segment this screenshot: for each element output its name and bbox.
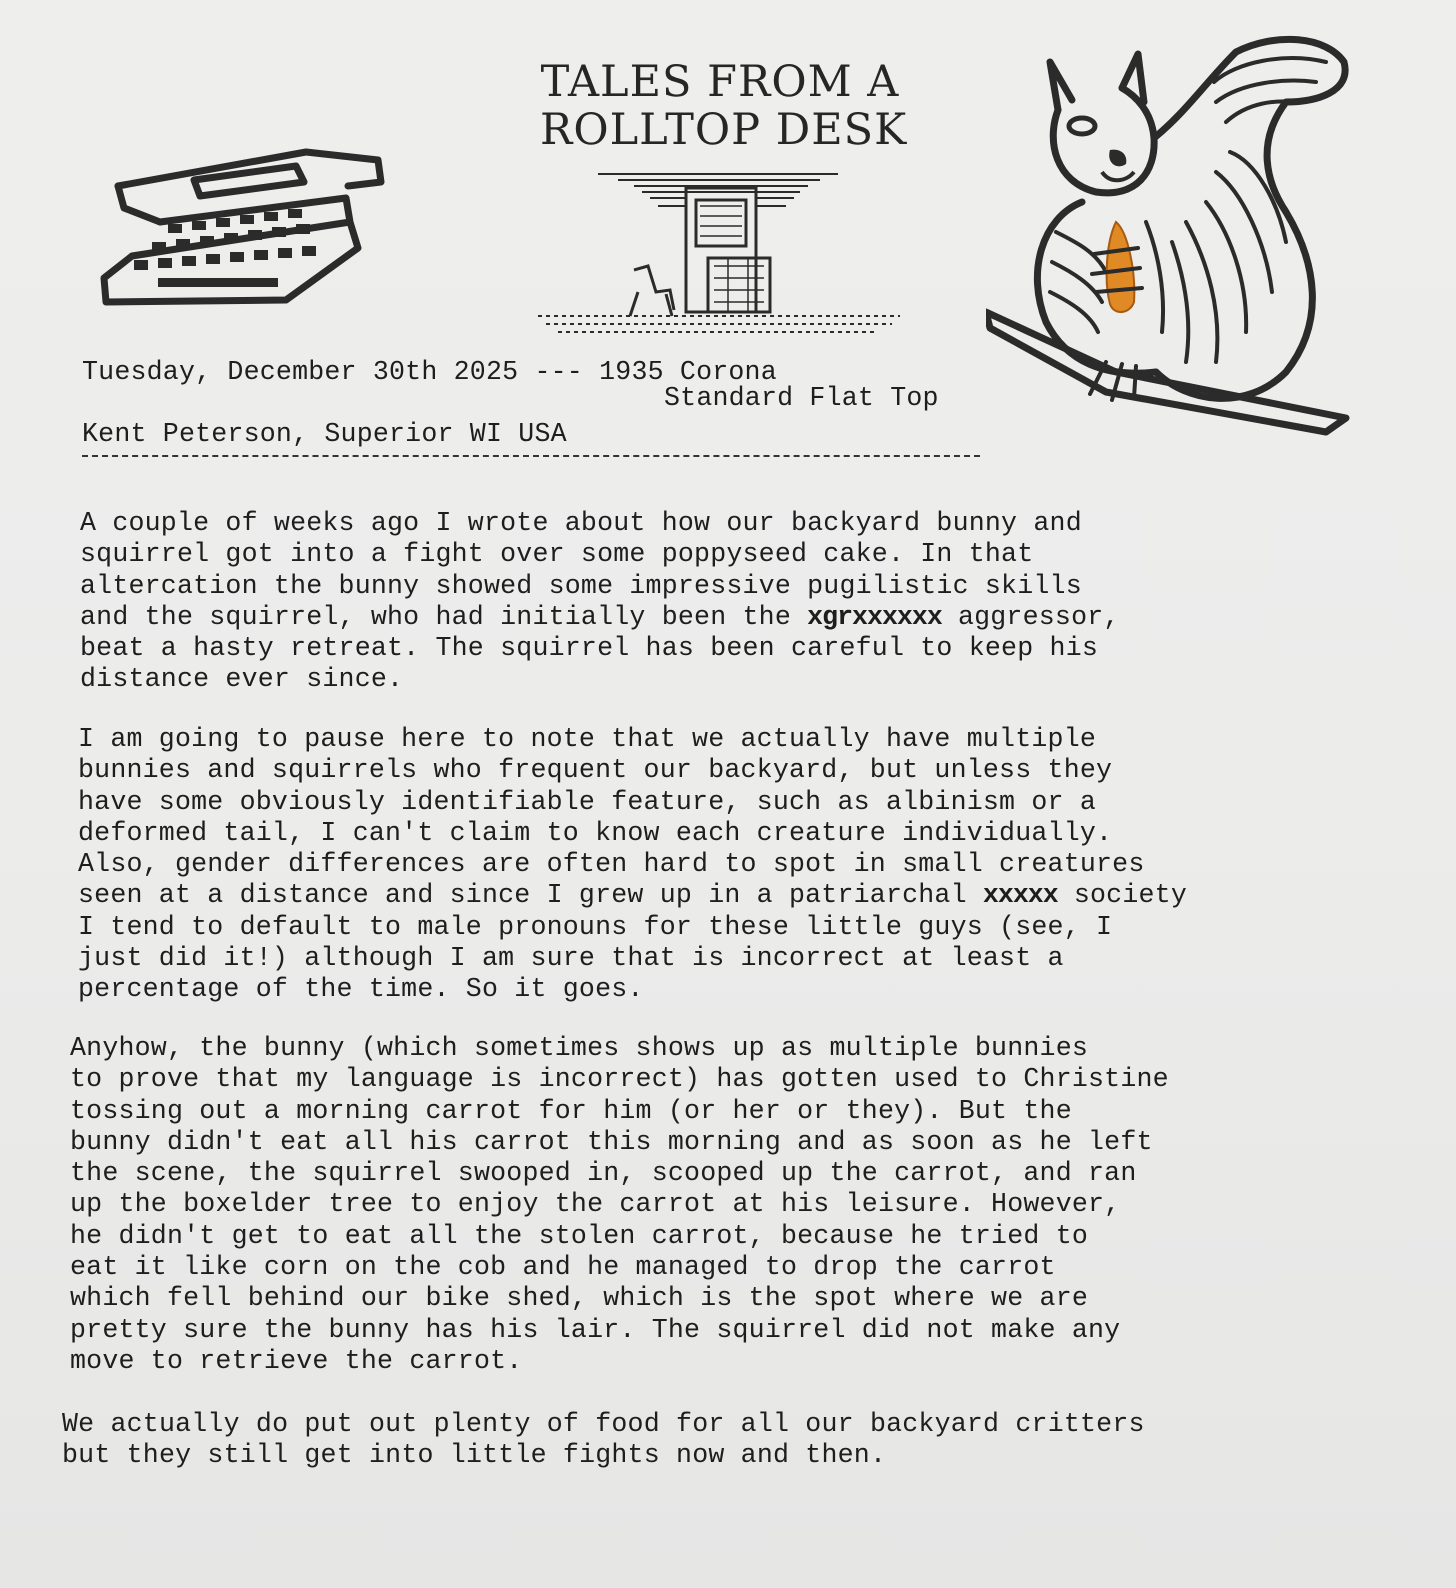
p3-line-4: bunny didn't eat all his carrot this morning and as soon as he left [70,1126,1153,1157]
p3-line-3: tossing out a morning carrot for him (or her or they). But the [70,1095,1072,1126]
p2-line-2: bunnies and squirrels who frequent our backyard, but unless they [78,755,1113,786]
p3-line-9: which fell behind our bike shed, which is the spot where we are [70,1283,1089,1314]
masthead-line-1: TALES FROM A [540,57,900,107]
p2-line-1: I am going to pause here to note that we actually have multiple [78,724,1097,754]
p3-line-10: pretty sure the bunny has his lair. The squirrel did not make any [70,1314,1121,1345]
rolltop-desk-illustration [538,166,900,340]
p4-line-2: but they still get into little fights now and then. [62,1440,887,1471]
p3-line-8: eat it like corn on the cob and he managed to drop the carrot [70,1252,1056,1283]
header-separator: --- [534,357,583,387]
p3-line-5: the scene, the squirrel swooped in, scooped up the carrot, and ran [70,1158,1137,1189]
p2-line-8: just did it!) although I am sure that is incorrect at least a [78,943,1064,974]
xed-out-word: xxxxx [982,880,1058,911]
typewriter-stamp-icon [96,138,386,318]
p1-line-4 [80,602,1120,633]
p1-line-3: altercation the bunny showed some impressive pugilistic skills [80,570,1082,601]
carrot-icon [1107,222,1135,312]
paragraph-4 [62,1409,1145,1472]
p3-line-7: he didn't get to eat all the stolen carrot, because he tried to [70,1220,1089,1251]
p2-line-4: deformed tail, I can't claim to know each creature individually. [78,817,1113,848]
p2-line-6-text: seen at a distance and since I grew up in a patriarchal [78,880,983,911]
letter-date: Tuesday, December 30th 2025 [82,357,519,387]
p1-line-5: beat a hasty retreat. The squirrel has been careful to keep his [80,633,1099,664]
paragraph-2 [78,724,1187,1006]
xed-out-word: xgrxxxxxx [807,601,942,632]
squirrel-stamp-icon [986,22,1362,442]
dashed-divider [82,455,980,457]
author-line: Kent Peterson, Superior WI USA [82,419,567,449]
p1-line-4-text: and the squirrel, who had initially been the [80,601,808,632]
p3-line-2: to prove that my language is incorrect) has gotten used to Christine [70,1064,1169,1095]
p2-line-3: have some obviously identifiable feature, such as albinism or a [78,786,1097,817]
masthead-title [540,57,908,155]
p3-line-11: move to retrieve the carrot. [70,1345,523,1376]
p2-line-5: Also, gender differences are often hard to spot in small creatures [78,849,1145,880]
typewriter-model-line-2: Standard Flat Top [664,383,939,413]
p1-line-1: A couple of weeks ago I wrote about how our backyard bunny and [80,508,1082,538]
typewriter-model-line-1: 1935 Corona [599,357,777,387]
p1-line-6: distance ever since. [80,664,404,695]
p2-line-6-end: society [1057,880,1187,911]
paragraph-1 [80,508,1120,696]
p2-line-7: I tend to default to male pronouns for these little guys (see, I [78,911,1113,942]
masthead-line-2: ROLLTOP DESK [540,105,908,155]
p2-line-6 [78,880,1187,911]
p1-line-2: squirrel got into a fight over some poppyseed cake. In that [80,539,1034,570]
p4-line-1: We actually do put out plenty of food for all our backyard critters [62,1409,1145,1439]
p3-line-6: up the boxelder tree to enjoy the carrot at his leisure. However, [70,1189,1121,1220]
p2-line-9: percentage of the time. So it goes. [78,974,644,1005]
p3-line-1: Anyhow, the bunny (which sometimes shows up as multiple bunnies [70,1033,1089,1063]
p1-line-4-end: aggressor, [941,601,1120,632]
paragraph-3 [70,1033,1169,1377]
